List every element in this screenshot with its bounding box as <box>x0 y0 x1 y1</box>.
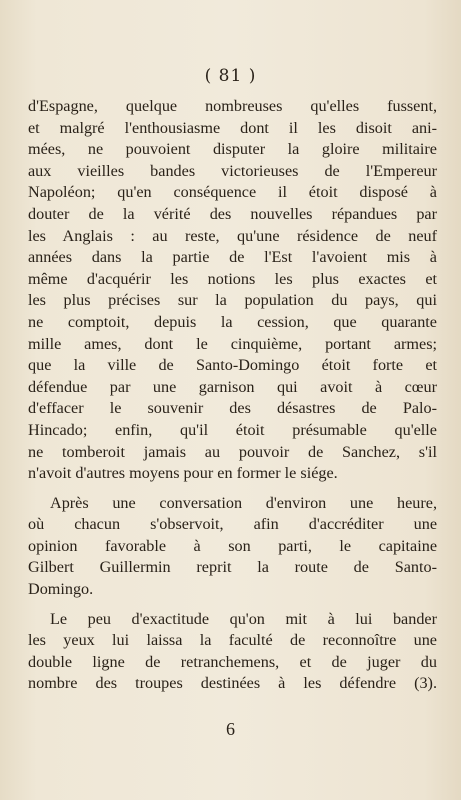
text-line: les Anglais : au reste, qu'une résidence de neuf <box>28 226 437 245</box>
paragraph-2 <box>28 493 437 601</box>
text-line: d'effacer le souvenir des désastres de Palo- <box>28 399 437 418</box>
text-line: Gilbert Guillermin reprit la route de Santo- <box>28 558 437 577</box>
text-line: mées, ne pouvoient disputer la gloire militaire <box>28 140 437 159</box>
text-line: Napoléon; qu'en conséquence il étoit disposé à <box>28 183 437 202</box>
text-line: défendue par une garnison qui avoit à cœur <box>28 377 437 396</box>
text-line: aux vieilles bandes victorieuses de l'Empereur <box>28 161 437 180</box>
signature-mark: 6 <box>226 719 235 739</box>
text-line: années dans la partie de l'Est l'avoient mis à <box>28 248 437 267</box>
paragraph-3 <box>28 609 437 695</box>
text-line: Après une conversation d'environ une heure, <box>50 493 437 512</box>
text-line: que la ville de Santo-Domingo étoit forte et <box>28 356 437 375</box>
text-line: n'avoit d'autres moyens pour en former le siége. <box>28 464 338 483</box>
text-line: douter de la vérité des nouvelles répandues par <box>28 204 437 223</box>
text-line: Le peu d'exactitude qu'on mit à lui bander <box>50 609 437 628</box>
text-line: ne tomberoit jamais au pouvoir de Sanchez, s'il <box>28 442 437 461</box>
text-line: Hincado; enfin, qu'il étoit présumable qu'elle <box>28 420 437 439</box>
text-line: ne comptoit, depuis la cession, que quarante <box>28 312 437 331</box>
text-line: mille ames, dont le cinquième, portant armes; <box>28 334 437 353</box>
body-text <box>28 96 437 695</box>
paragraph-gap <box>28 601 437 609</box>
text-line: Domingo. <box>28 580 94 599</box>
text-line: opinion favorable à son parti, le capitaine <box>28 536 437 555</box>
text-line: les yeux lui laissa la faculté de reconnoître une <box>28 631 437 650</box>
paragraph-gap <box>28 485 437 493</box>
text-line: et malgré l'enthousiasme dont il les disoit ani- <box>28 118 437 137</box>
paragraph-1 <box>28 96 437 485</box>
text-line: nombre des troupes destinées à les défendre (3). <box>28 674 437 693</box>
text-line: où chacun s'observoit, afin d'accréditer une <box>28 515 437 534</box>
text-line: les plus précises sur la population du pays, qui <box>28 291 437 310</box>
page-number: ( 81 ) <box>204 66 257 86</box>
text-line: d'Espagne, quelque nombreuses qu'elles fussent, <box>28 97 437 115</box>
text-line: même d'acquérir les notions les plus exactes et <box>28 269 437 288</box>
text-line: double ligne de retranchemens, et de juger du <box>28 652 437 671</box>
